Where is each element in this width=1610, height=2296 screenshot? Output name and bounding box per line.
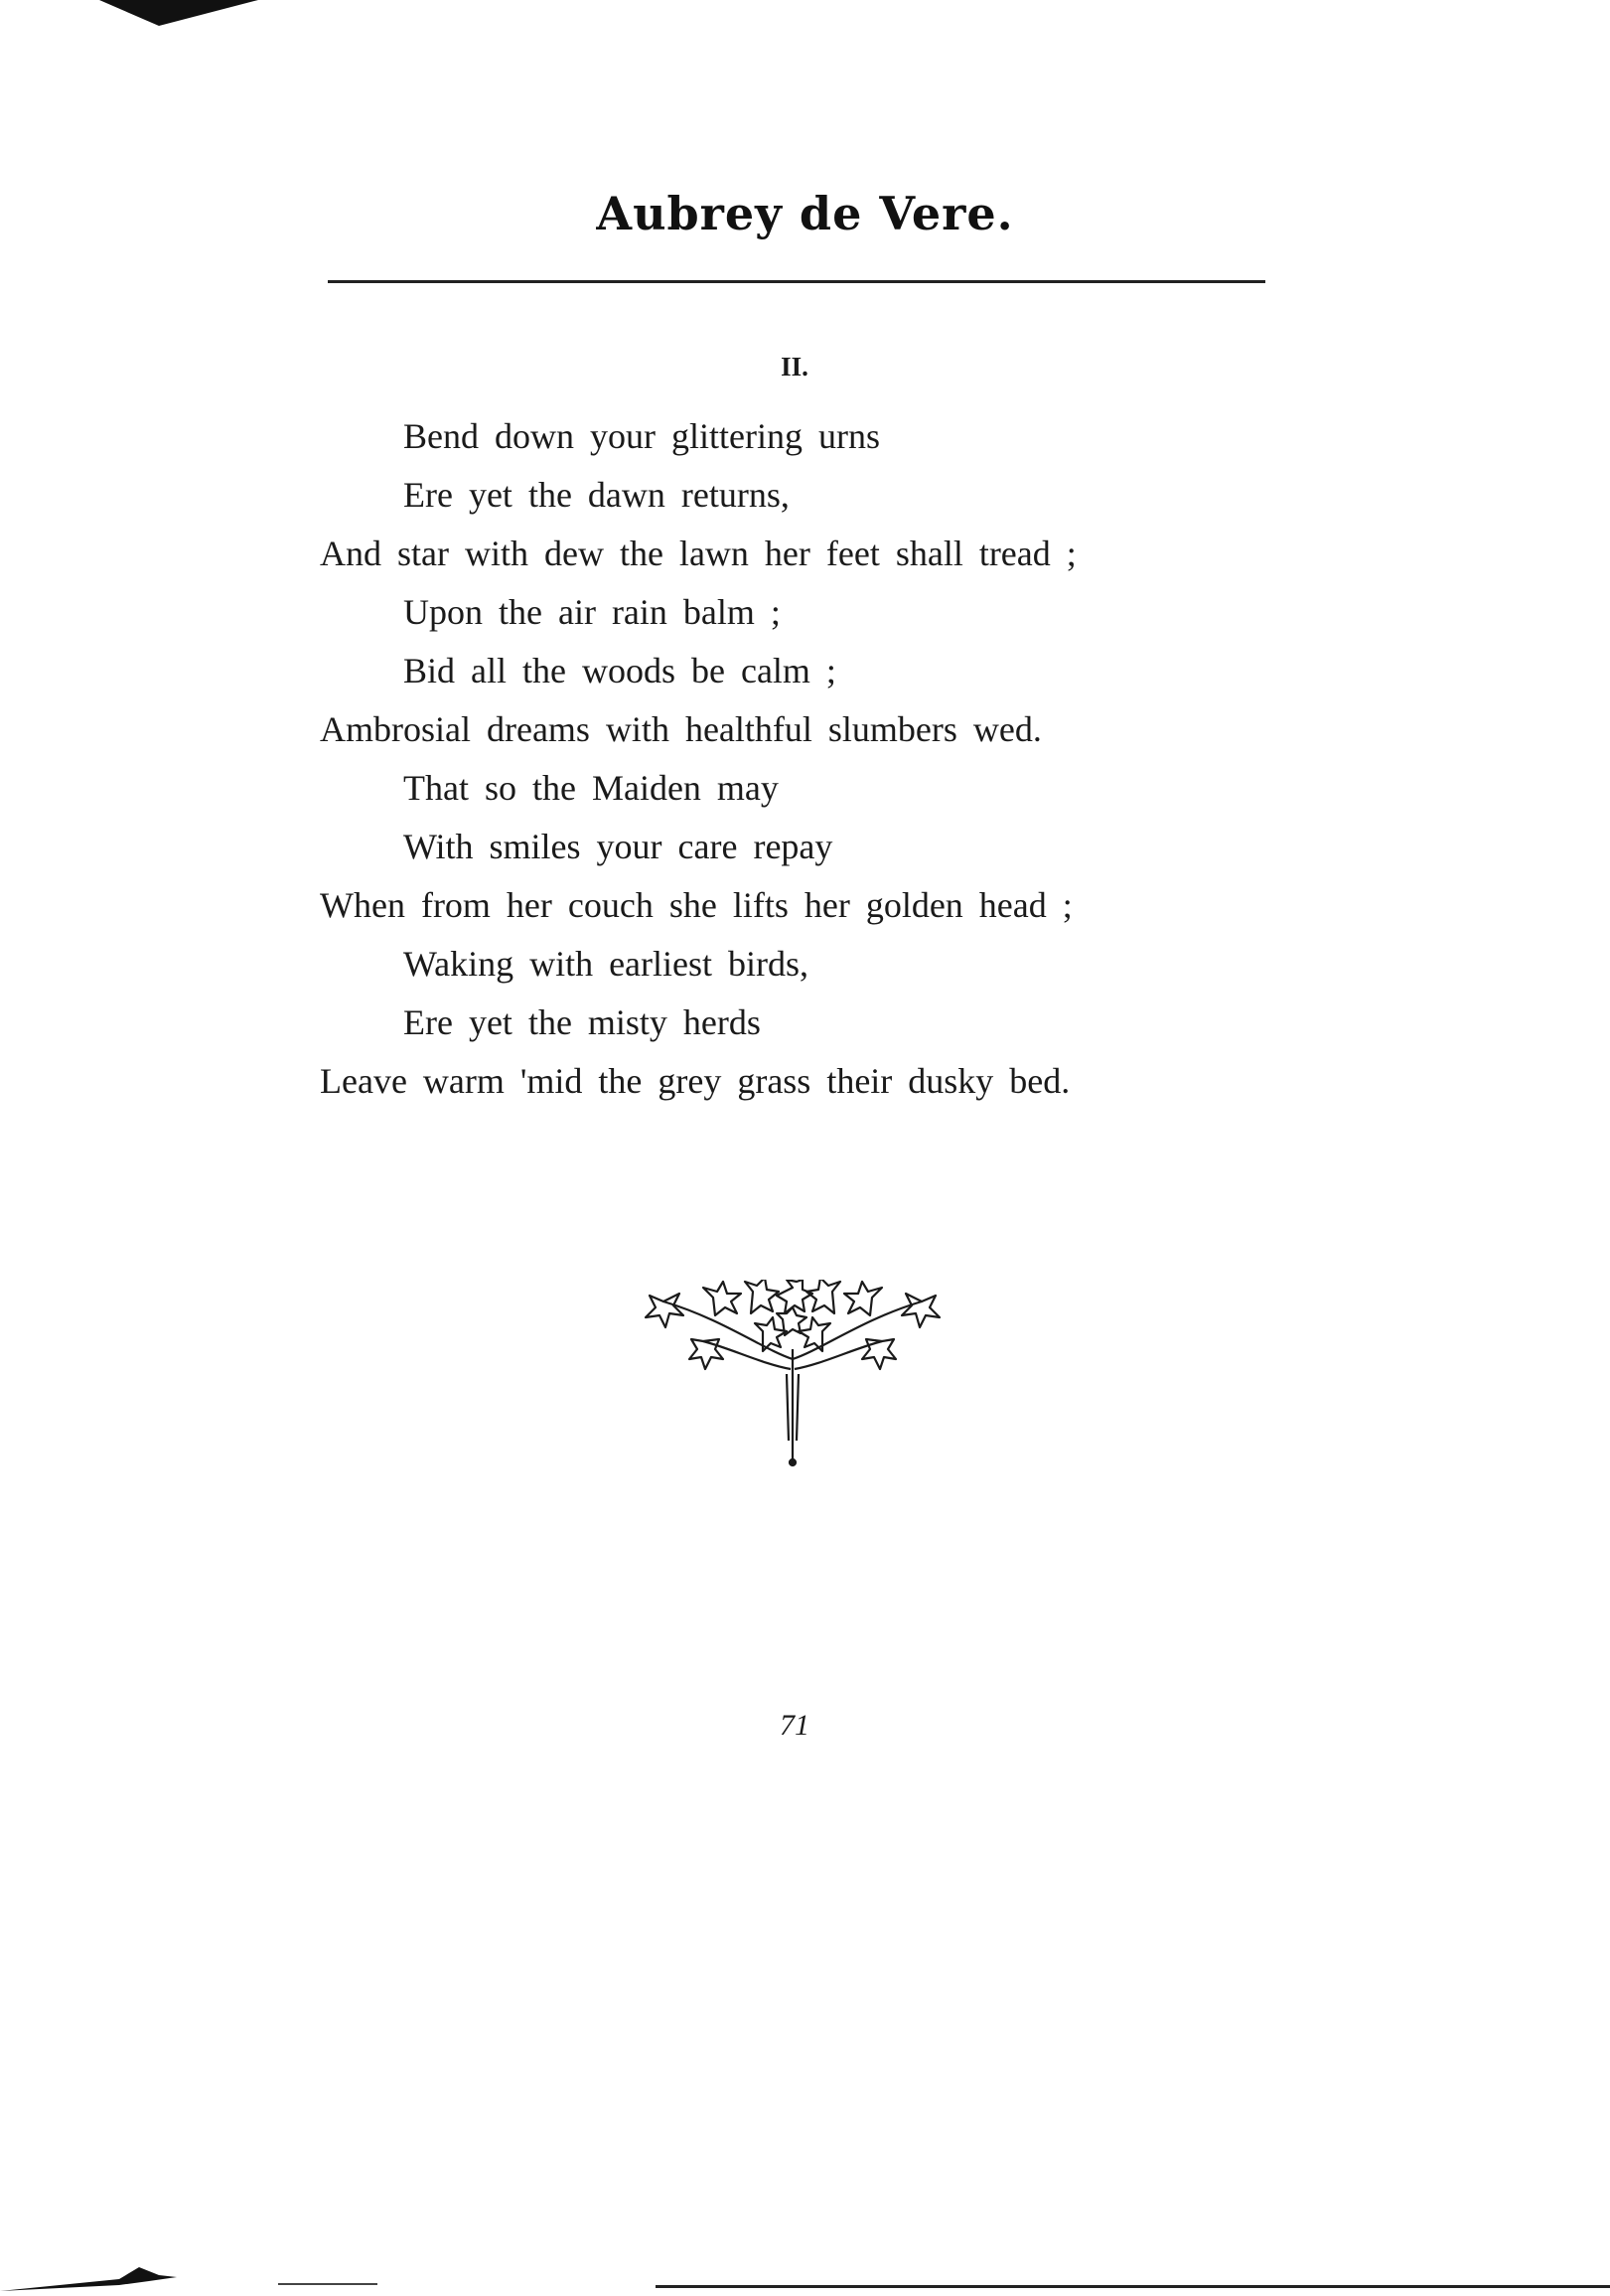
poem-line: Bend down your glittering urns <box>403 416 880 456</box>
poem-line: Ere yet the misty herds <box>403 1002 761 1042</box>
poem-line: With smiles your care repay <box>403 827 833 866</box>
poem-line: Ambrosial dreams with healthful slumbers wed. <box>320 709 1042 749</box>
scan-edge-mark-top-left <box>99 0 258 30</box>
poem-line: Leave warm 'mid the grey grass their dusky bed. <box>320 1061 1071 1101</box>
scan-edge-mark-bottom-left <box>0 2253 189 2293</box>
scan-bottom-rule <box>656 2285 1610 2288</box>
header-rule <box>328 280 1265 283</box>
poem-line: Ere yet the dawn returns, <box>403 475 790 515</box>
poem-line: Bid all the woods be calm ; <box>403 651 836 690</box>
page-number: 71 <box>780 1709 809 1742</box>
poem-line: That so the Maiden may <box>403 768 779 808</box>
running-head: Aubrey de Vere. <box>596 187 1014 240</box>
floral-tailpiece-icon <box>644 1280 942 1468</box>
poem-line: And star with dew the lawn her feet shall tread ; <box>320 534 1077 573</box>
poem-line: Upon the air rain balm ; <box>403 592 781 632</box>
poem-line: Waking with earliest birds, <box>403 944 809 984</box>
poem-stanza <box>320 407 1077 1111</box>
scan-bottom-rule-short <box>278 2283 377 2285</box>
poem-line: When from her couch she lifts her golden head ; <box>320 885 1073 925</box>
section-number: II. <box>781 352 808 382</box>
